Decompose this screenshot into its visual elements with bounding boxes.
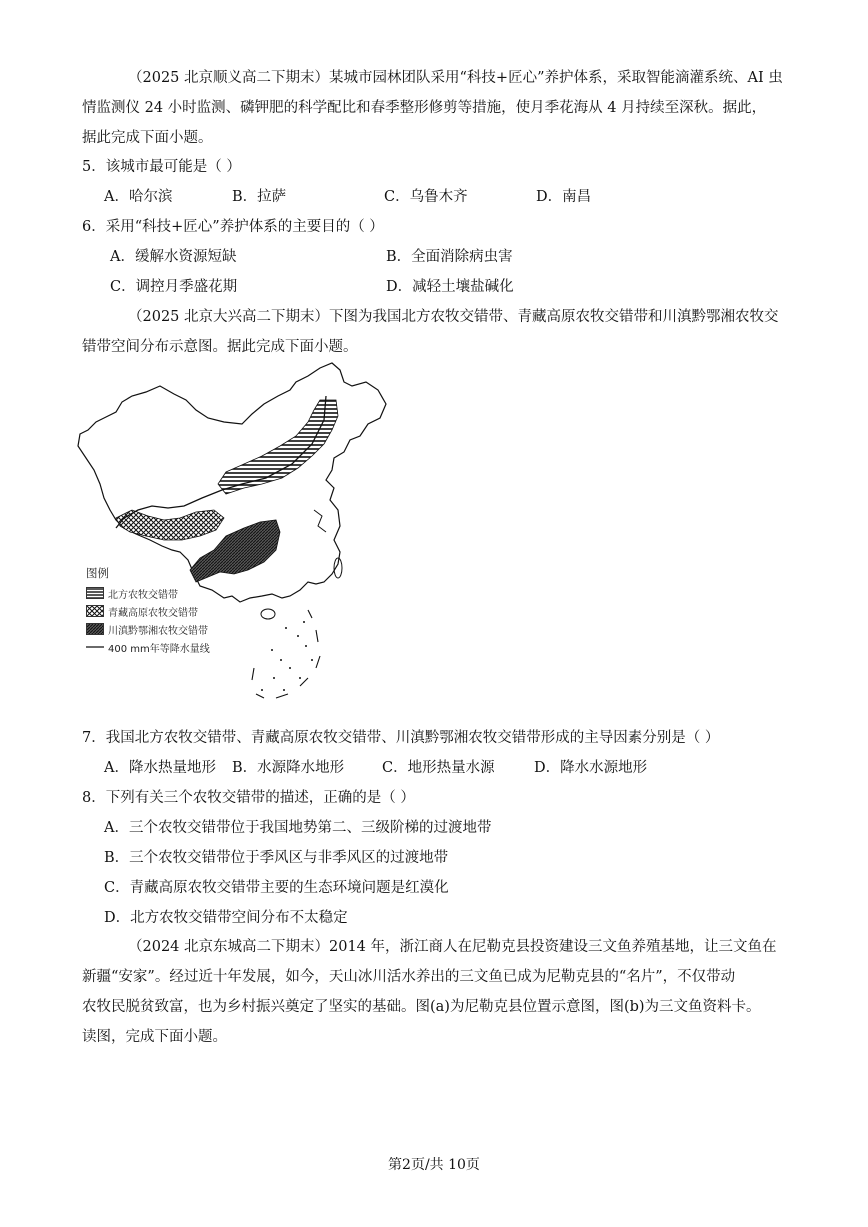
q8-option-d: D．北方农牧交错带空间分布不太稳定: [104, 910, 348, 926]
q8-option-b: B．三个农牧交错带位于季风区与非季风区的过渡地带: [104, 850, 449, 866]
intro3-line2: 新疆“安家”。经过近十年发展，如今，天山冰川活水养出的三文鱼已成为尼勒克县的“名片”，不仅带动: [82, 969, 736, 985]
map-legend: [86, 565, 210, 656]
q6-option-a: A．缓解水资源短缺: [110, 249, 237, 265]
legend-item-isohyet: [86, 638, 210, 656]
intro2-line1: （2025 北京大兴高二下期末）下图为我国北方农牧交错带、青藏高原农牧交错带和川滇黔鄂湘农牧交: [128, 309, 779, 325]
legend-title: 图例: [86, 566, 109, 580]
legend-label: 北方农牧交错带: [108, 589, 178, 601]
intro1-line1: （2025 北京顺义高二下期末）某城市园林团队采用“科技+匠心”养护体系，采取智能滴灌系统、AI 虫: [128, 70, 783, 86]
isohyet-400mm-line: [116, 396, 326, 528]
intro2-line2: 错带空间分布示意图。据此完成下面小题。: [82, 339, 358, 355]
legend-item-northern: [86, 584, 210, 602]
tibet-belt: [116, 510, 224, 540]
intro3-line4: 读图，完成下面小题。: [82, 1029, 227, 1045]
q5-option-b: B．拉萨: [232, 189, 287, 205]
legend-swatch-hlines: [86, 587, 104, 599]
q5-option-c: C．乌鲁木齐: [384, 189, 468, 205]
legend-swatch-line: [86, 642, 104, 652]
q6-stem: 6．采用“科技+匠心”养护体系的主要目的（ ）: [82, 219, 384, 235]
intro3-line3: 农牧民脱贫致富，也为乡村振兴奠定了坚实的基础。图(a)为尼勒克县位置示意图，图(b)为三文鱼资料卡。: [82, 999, 761, 1015]
intro1-line2: 情监测仪 24 小时监测、磷钾肥的科学配比和春季整形修剪等措施，使月季花海从 4 月持续至深秋。据此，: [82, 100, 767, 116]
q8-option-c: C．青藏高原农牧交错带主要的生态环境问题是红漠化: [104, 880, 449, 896]
q6-option-d: D．减轻土壤盐碱化: [386, 279, 514, 295]
legend-swatch-diag: [86, 623, 104, 635]
legend-swatch-cross: [86, 605, 104, 617]
q5-option-d: D．南昌: [536, 189, 592, 205]
legend-label: 青藏高原农牧交错带: [108, 607, 198, 619]
legend-label: 400 mm年等降水量线: [108, 643, 210, 655]
hainan-island: [261, 609, 275, 619]
legend-item-tibet: [86, 602, 210, 620]
legend-label: 川滇黔鄂湘农牧交错带: [108, 625, 208, 637]
intro1-line3: 据此完成下面小题。: [82, 130, 213, 146]
q5-option-a: A．哈尔滨: [104, 189, 173, 205]
q8-stem: 8．下列有关三个农牧交错带的描述，正确的是（ ）: [82, 790, 415, 806]
page-number: 第2页/共 10页: [388, 1157, 480, 1173]
q7-stem: 7．我国北方农牧交错带、青藏高原农牧交错带、川滇黔鄂湘农牧交错带形成的主导因素分别是（ ）: [82, 730, 720, 746]
q8-option-a: A．三个农牧交错带位于我国地势第二、三级阶梯的过渡地带: [104, 820, 492, 836]
legend-item-southwest: [86, 620, 210, 638]
q6-option-c: C．调控月季盛花期: [110, 279, 238, 295]
q7-option-c: C．地形热量水源: [382, 760, 495, 776]
q7-option-b: B．水源降水地形: [232, 760, 345, 776]
q6-option-b: B．全面消除病虫害: [386, 249, 513, 265]
q7-option-d: D．降水水源地形: [534, 760, 648, 776]
northern-belt: [218, 400, 338, 494]
q7-option-a: A．降水热量地形: [104, 760, 216, 776]
south-sea-border: [252, 610, 320, 698]
q5-stem: 5．该城市最可能是（ ）: [82, 159, 241, 175]
intro3-line1: （2024 北京东城高二下期末）2014 年，浙江商人在尼勒克县投资建设三文鱼养殖基地，让三文鱼在: [128, 939, 777, 955]
east-coast-detail: [314, 510, 326, 532]
